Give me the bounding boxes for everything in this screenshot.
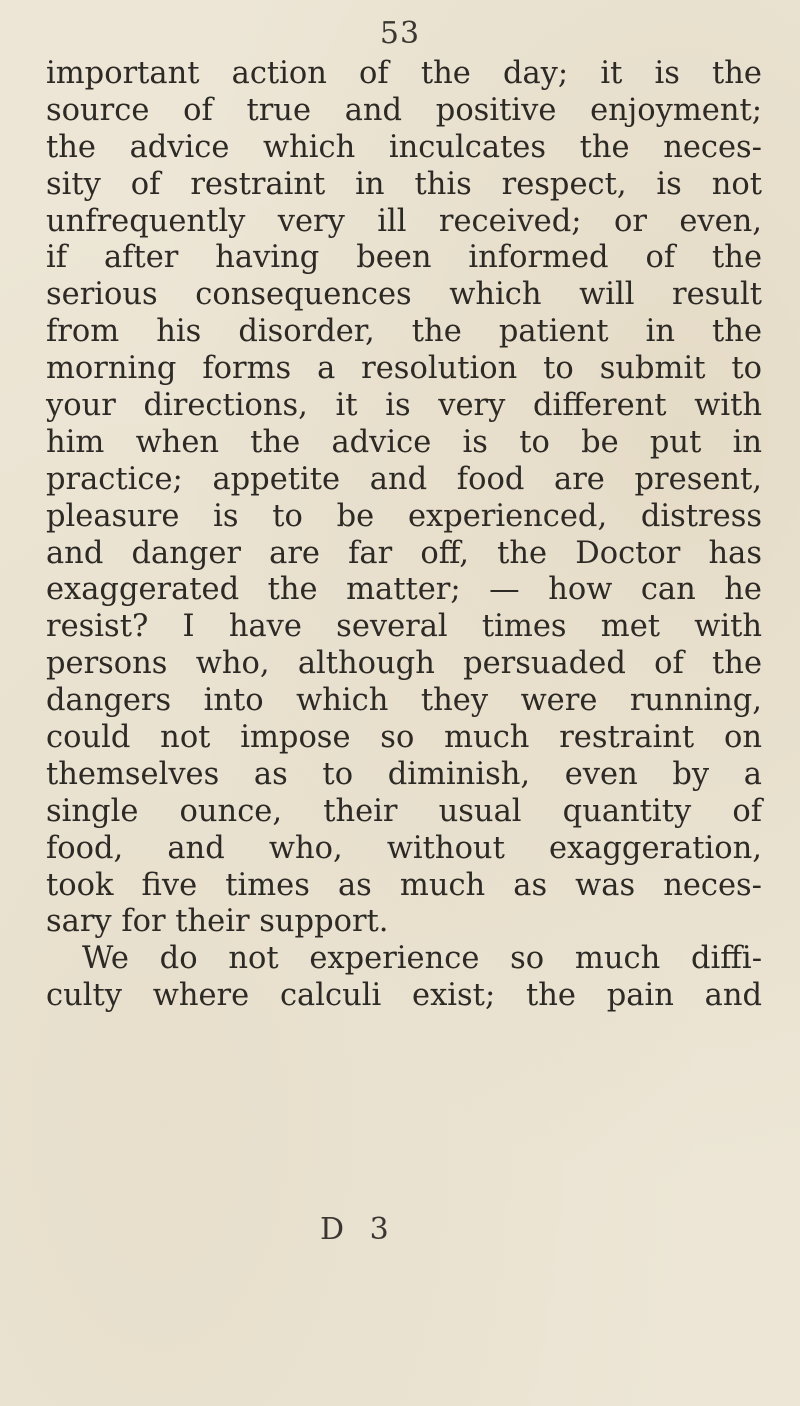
text-line: single ounce, their usual quantity of — [46, 793, 762, 829]
text-line: food, and who, without exaggeration, — [46, 830, 762, 866]
text-line: culty where calculi exist; the pain and — [46, 978, 762, 1014]
text-line: We do not experience so much diffi- — [82, 941, 762, 977]
text-line: important action of the day; it is the — [46, 56, 762, 91]
text-line: sary for their support. — [46, 904, 389, 940]
text-line: practice; appetite and food are present, — [46, 461, 762, 497]
page-number: 53 — [379, 16, 421, 51]
text-line: pleasure is to be experienced, distress — [46, 498, 762, 534]
text-line: resist? I have several times met with — [46, 609, 762, 645]
text-line: exaggerated the matter; — how can he — [46, 572, 762, 608]
text-line: could not impose so much restraint on — [46, 720, 762, 756]
text-line: sity of restraint in this respect, is not — [46, 166, 762, 202]
text-line: your directions, it is very different with — [46, 388, 762, 424]
text-line: from his disorder, the patient in the — [46, 314, 762, 350]
text-line: dangers into which they were running, — [46, 683, 762, 719]
text-line: and danger are far off, the Doctor has — [46, 535, 762, 571]
text-line: if after having been informed of the — [46, 240, 762, 276]
text-line: persons who, although persuaded of the — [46, 646, 762, 682]
text-line: him when the advice is to be put in — [46, 424, 762, 460]
signature-mark: D 3 — [320, 1212, 397, 1247]
text-line: morning forms a resolution to submit to — [46, 351, 762, 387]
text-line: serious consequences which will result — [46, 277, 762, 313]
text-line: unfrequently very ill received; or even, — [46, 203, 762, 239]
text-line: source of true and positive enjoyment; — [46, 92, 762, 128]
text-line: the advice which inculcates the neces- — [46, 129, 762, 165]
text-line: themselves as to diminish, even by a — [46, 756, 762, 792]
body-text — [46, 56, 762, 1015]
text-line: took five times as much as was neces- — [46, 867, 762, 903]
